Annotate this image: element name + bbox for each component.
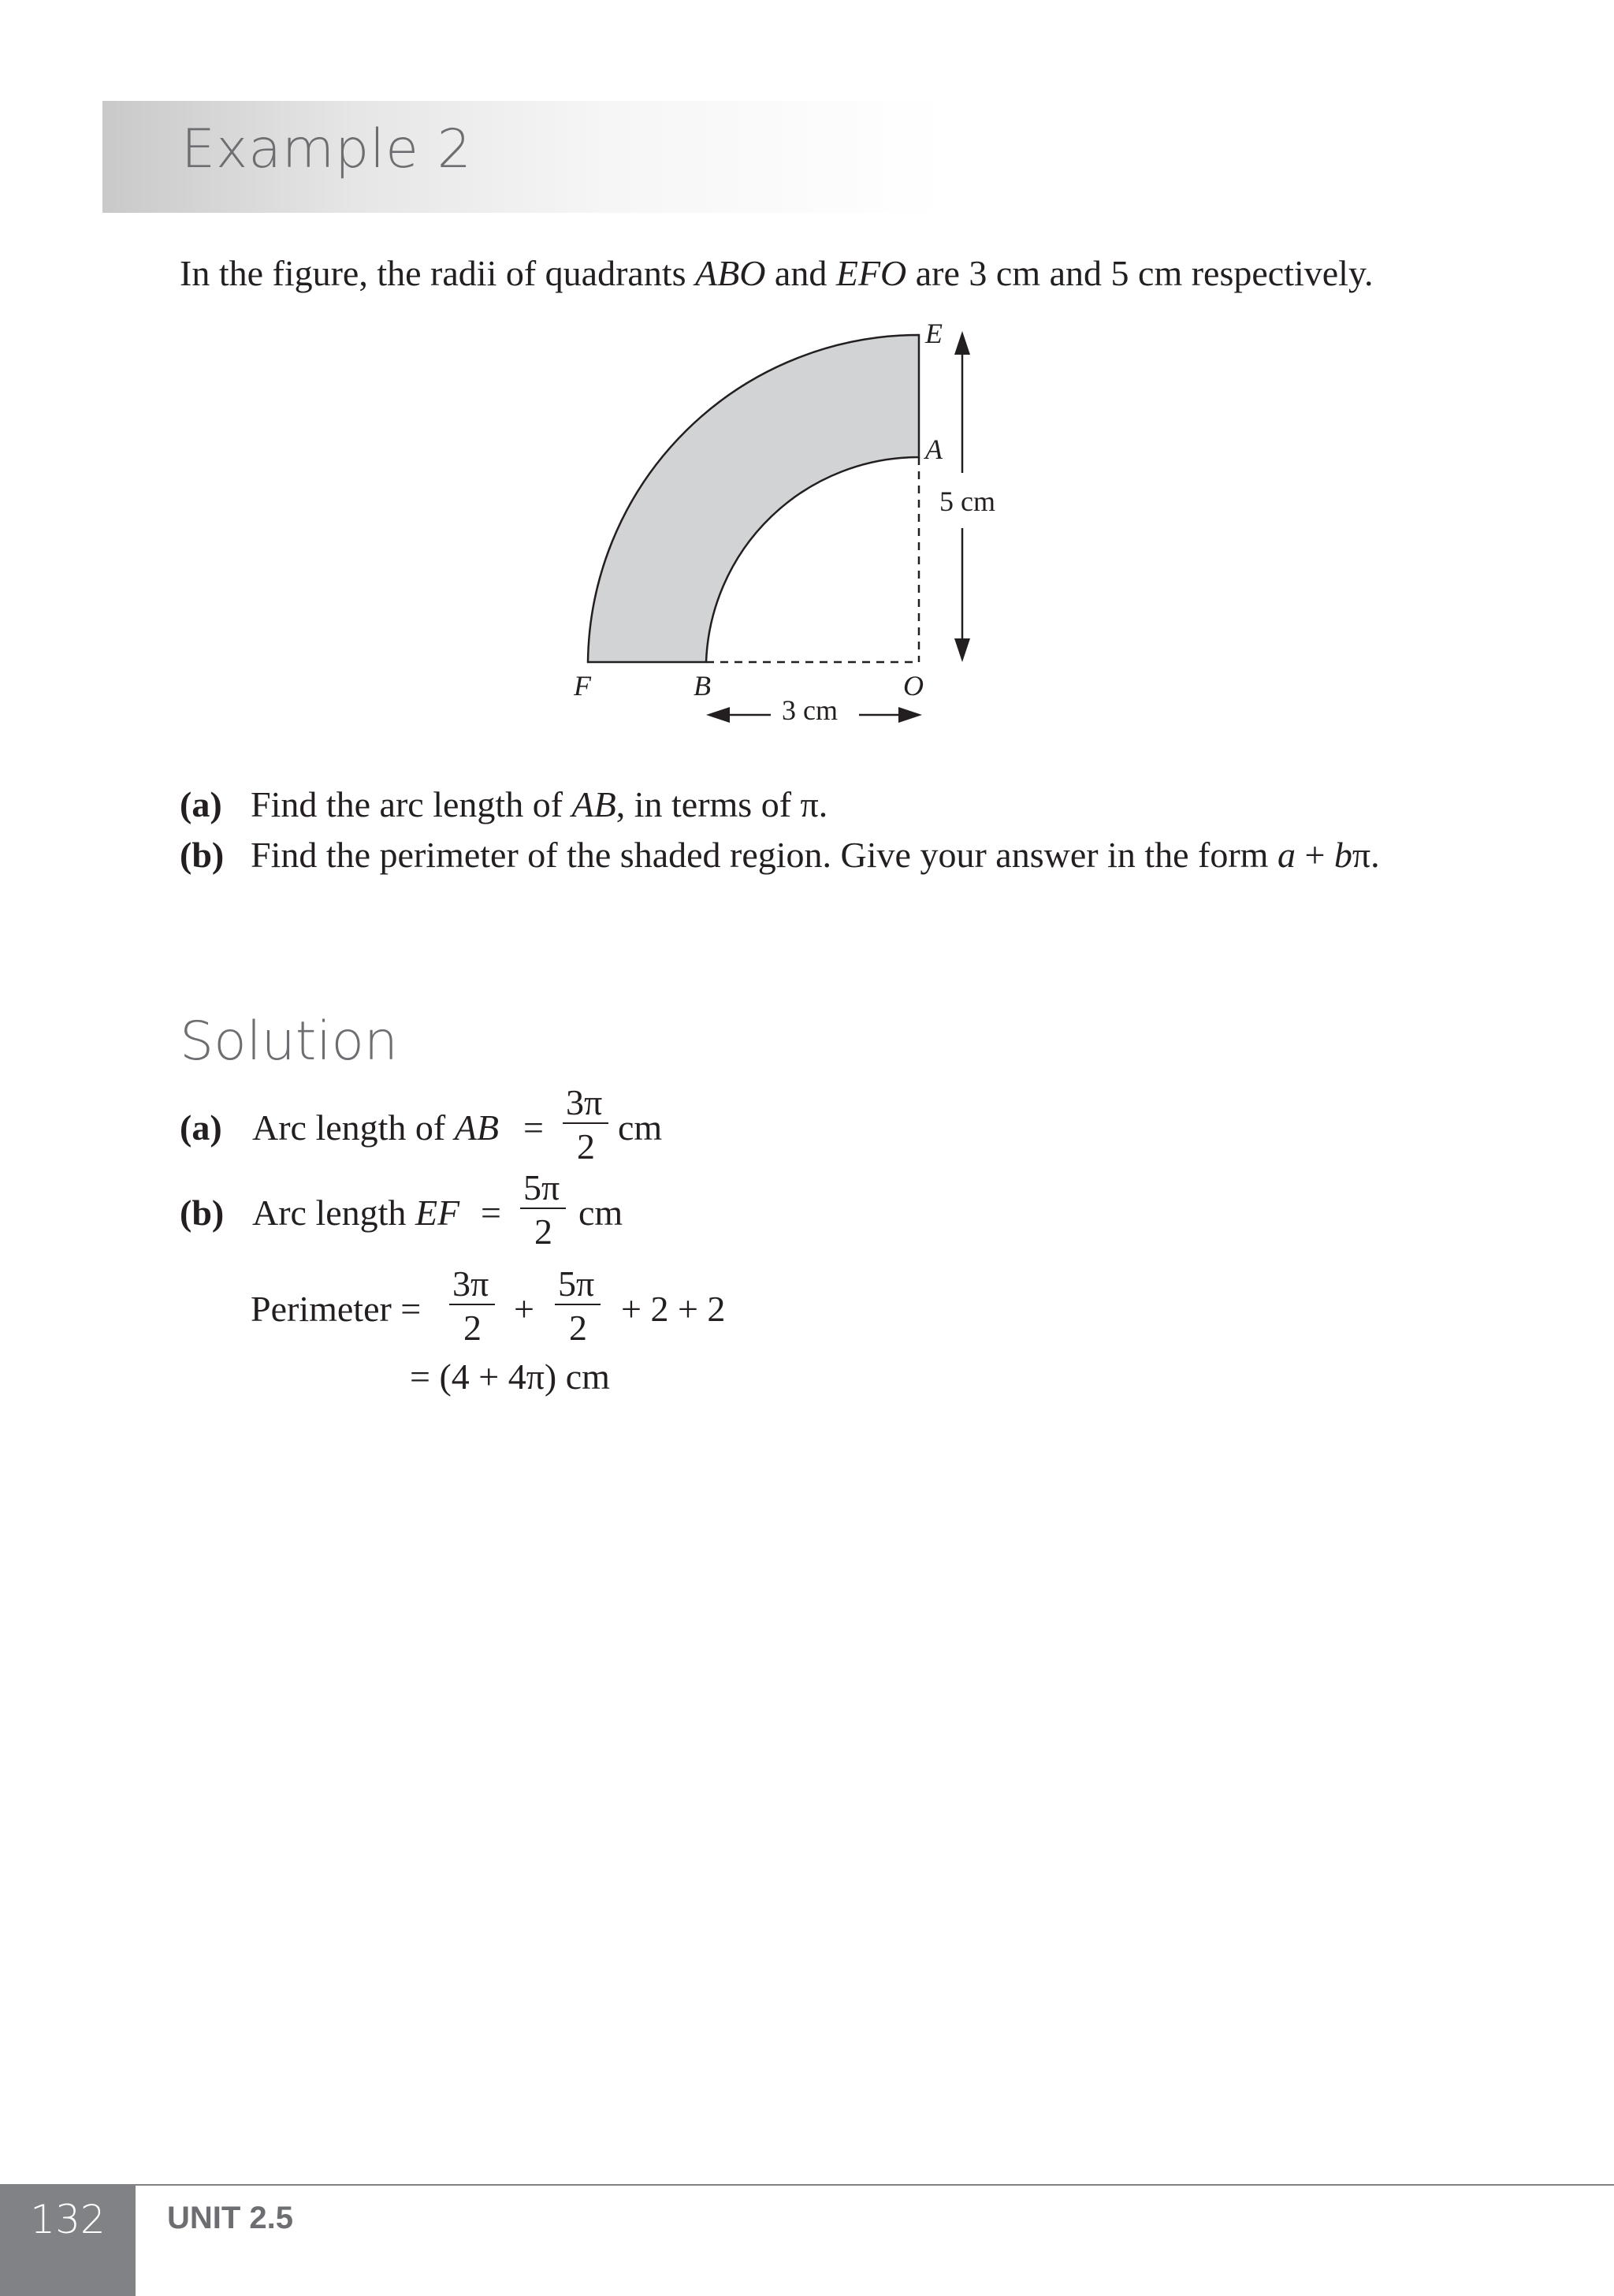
shaded-region (588, 335, 919, 662)
question-a (180, 783, 827, 825)
unit-label: UNIT 2.5 (167, 2201, 294, 2235)
solution-b-text (252, 1195, 459, 1231)
perimeter-tail: + 2 + 2 (621, 1289, 726, 1329)
dim-vertical-arrow-up (954, 331, 970, 355)
question-b-var-b: b (1333, 835, 1352, 875)
solution-b-denominator: 2 (534, 1211, 552, 1252)
example-title: Example 2 (181, 118, 472, 180)
question-a-prefix: Find the arc length of (251, 784, 572, 824)
dim-horizontal-label: 3 cm (782, 694, 838, 726)
solution-b-var: EF (415, 1193, 460, 1233)
perimeter-numerator-1: 3π (452, 1263, 489, 1304)
quadrant-efo: EFO (835, 253, 907, 293)
solution-a-prefix: Arc length of (252, 1107, 455, 1148)
solution-b-equals: = (481, 1193, 501, 1233)
perimeter-fraction-bar-2 (555, 1304, 601, 1305)
solution-b-prefix: Arc length (252, 1193, 415, 1233)
perimeter-numerator-2: 5π (558, 1263, 595, 1304)
solution-a-equals: = (523, 1107, 544, 1148)
question-b-suffix: π. (1352, 835, 1380, 875)
question-a-suffix: , in terms of π. (615, 784, 828, 824)
solution-title: Solution (180, 1010, 399, 1073)
solution-a-text (252, 1107, 499, 1148)
intro-prefix: In the figure, the radii of quadrants (180, 253, 695, 293)
quadrant-figure (0, 0, 1614, 757)
point-b-label: B (694, 670, 711, 701)
question-b-var-a: a (1277, 835, 1296, 875)
perimeter-result: = (4 + 4π) cm (410, 1356, 610, 1397)
intro-mid: and (765, 253, 836, 293)
solution-a-unit: cm (618, 1107, 663, 1148)
point-o-label: O (903, 670, 924, 701)
question-a-label: (a) (180, 784, 222, 824)
page-number: 132 (30, 2197, 106, 2242)
question-b (180, 834, 1380, 876)
intro-suffix: are 3 cm and 5 cm respectively. (906, 253, 1374, 293)
point-a-label: A (925, 434, 943, 465)
quadrant-abo: ABO (695, 253, 766, 293)
solution-a-denominator: 2 (577, 1126, 595, 1167)
solution-a-fraction-bar (563, 1122, 608, 1124)
solution-b-fraction-bar (520, 1208, 566, 1209)
question-b-prefix: Find the perimeter of the shaded region. Give your answer in the form (251, 835, 1277, 875)
dim-vertical-label: 5 cm (939, 486, 995, 517)
perimeter-fraction-bar-1 (449, 1304, 495, 1305)
question-b-plus: + (1295, 835, 1334, 875)
point-f-label: F (574, 670, 591, 701)
solution-a-numerator: 3π (566, 1082, 603, 1122)
solution-a-label: (a) (180, 1107, 222, 1148)
perimeter-label: Perimeter = (251, 1289, 422, 1329)
question-a-var: AB (571, 784, 616, 824)
question-b-label: (b) (180, 835, 225, 875)
page-number-box (0, 2186, 136, 2296)
perimeter-denominator-2: 2 (569, 1308, 587, 1348)
solution-b-unit: cm (578, 1193, 623, 1233)
solution-b-numerator: 5π (523, 1167, 560, 1208)
solution-b-label: (b) (180, 1193, 225, 1233)
dim-horizontal-arrow-right (898, 707, 922, 723)
footer-divider (0, 2184, 1614, 2186)
dim-vertical-arrow-down (954, 638, 970, 662)
point-e-label: E (925, 318, 943, 349)
solution-a-var: AB (454, 1107, 499, 1148)
dim-horizontal-arrow-left (706, 707, 730, 723)
perimeter-denominator-1: 2 (463, 1308, 482, 1348)
perimeter-plus: + (514, 1289, 534, 1329)
